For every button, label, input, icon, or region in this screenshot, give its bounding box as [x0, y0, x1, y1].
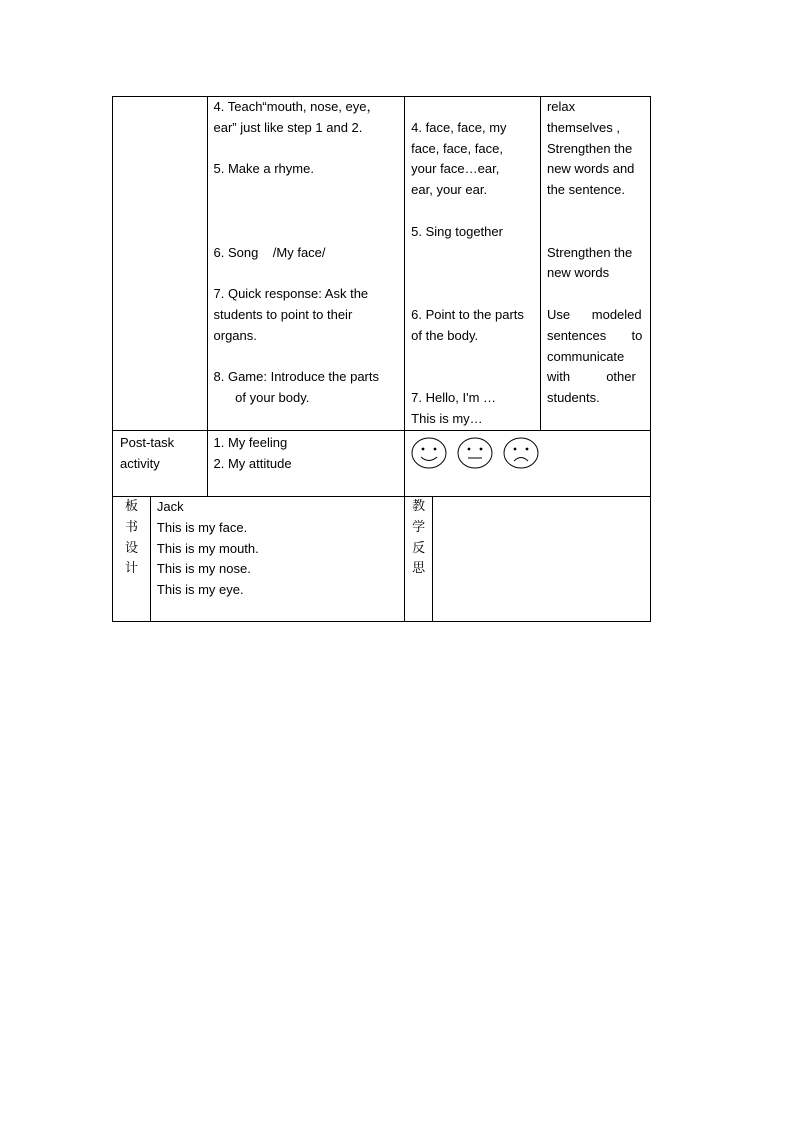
board-content-cell — [150, 497, 404, 622]
post-task-label-cell — [113, 431, 208, 497]
post-task-label: Post-task — [120, 435, 175, 450]
text-line — [547, 201, 644, 222]
text-line — [214, 180, 399, 201]
text-line: 4. face, face, my — [411, 119, 507, 135]
text-line — [214, 139, 399, 160]
text-line: your face…ear, — [411, 161, 500, 177]
text-line — [411, 97, 534, 118]
faces-cell — [405, 431, 651, 497]
board-label-char: 计 — [124, 561, 138, 577]
text-line: 7. Quick response: Ask the — [213, 286, 369, 302]
text-line — [411, 367, 534, 388]
text-line: communicate — [546, 348, 625, 364]
sad-face-icon — [503, 437, 539, 469]
board-design-label-cell — [113, 497, 151, 622]
board-label-char: 设 — [124, 540, 138, 556]
text-line: 6. Point to the parts — [411, 306, 524, 322]
neutral-face-icon — [457, 437, 493, 469]
reflection-label-char: 教 — [412, 499, 426, 514]
text-line: themselves , — [546, 119, 620, 135]
text-line: organs. — [213, 327, 257, 343]
text-line: of the body. — [411, 327, 479, 343]
text-line — [547, 222, 644, 243]
text-line — [411, 284, 534, 305]
text-line: 8. Game: Introduce the parts — [213, 369, 379, 385]
text-line: ear” just like step 1 and 2. — [213, 119, 363, 135]
board-line: This is my nose. — [156, 561, 251, 577]
board-line: This is my eye. — [156, 582, 244, 598]
post-task-item: 1. My feeling — [213, 435, 288, 450]
board-line: This is my face. — [156, 519, 248, 535]
board-design-row — [113, 497, 651, 622]
text-line: new words and — [546, 161, 635, 177]
text-line: the sentence. — [546, 182, 626, 198]
text-line — [214, 347, 399, 368]
text-line: ear, your ear. — [411, 182, 488, 198]
text-line — [411, 201, 534, 222]
text-line: 6. Song /My face/ — [213, 244, 326, 260]
text-line: 4. Teach“mouth, nose, eye， — [213, 99, 380, 114]
post-task-label: activity — [120, 455, 160, 471]
board-line: This is my mouth. — [156, 540, 259, 556]
reflection-label-char: 反 — [412, 540, 426, 556]
text-line: Use modeled — [546, 306, 642, 322]
text-line: 7. Hello, I'm … — [411, 390, 497, 406]
text-line — [214, 263, 399, 284]
post-task-row — [113, 431, 651, 497]
text-line: Strengthen the — [546, 244, 633, 260]
text-line: with other — [546, 369, 636, 385]
text-line — [411, 243, 534, 264]
text-line: Strengthen the — [546, 140, 633, 156]
text-line: 5. Make a rhyme. — [213, 161, 314, 177]
text-line — [411, 263, 534, 284]
board-label-char: 板 — [124, 499, 138, 514]
teacher-activity-cell — [207, 97, 405, 431]
text-line: students. — [546, 390, 600, 406]
text-line: sentences to — [546, 327, 643, 343]
text-line: This is my… — [411, 410, 483, 426]
text-line — [411, 347, 534, 368]
lesson-plan-table — [112, 96, 651, 622]
text-line: of your body. — [213, 390, 310, 406]
reflection-label-char: 思 — [412, 561, 426, 577]
text-line: face, face, face, — [411, 140, 503, 156]
student-activity-cell — [405, 97, 541, 431]
board-label-char: 书 — [124, 519, 138, 535]
text-line — [214, 201, 399, 222]
reflection-label-char: 学 — [412, 519, 426, 535]
board-line: Jack — [156, 499, 184, 514]
text-line — [214, 222, 399, 243]
reflection-label-cell — [405, 497, 433, 622]
text-line: 5. Sing together — [411, 223, 503, 239]
text-line: new words — [546, 265, 610, 281]
purpose-cell — [540, 97, 650, 431]
text-line — [547, 284, 644, 305]
text-line: students to point to their — [213, 306, 353, 322]
activities-row — [113, 97, 651, 431]
post-task-item: 2. My attitude — [213, 455, 292, 471]
reflection-content-cell — [433, 497, 651, 622]
smile-face-icon — [411, 437, 447, 469]
stage-cell — [113, 97, 208, 431]
text-line: relax — [546, 99, 576, 114]
post-task-items-cell — [207, 431, 405, 497]
